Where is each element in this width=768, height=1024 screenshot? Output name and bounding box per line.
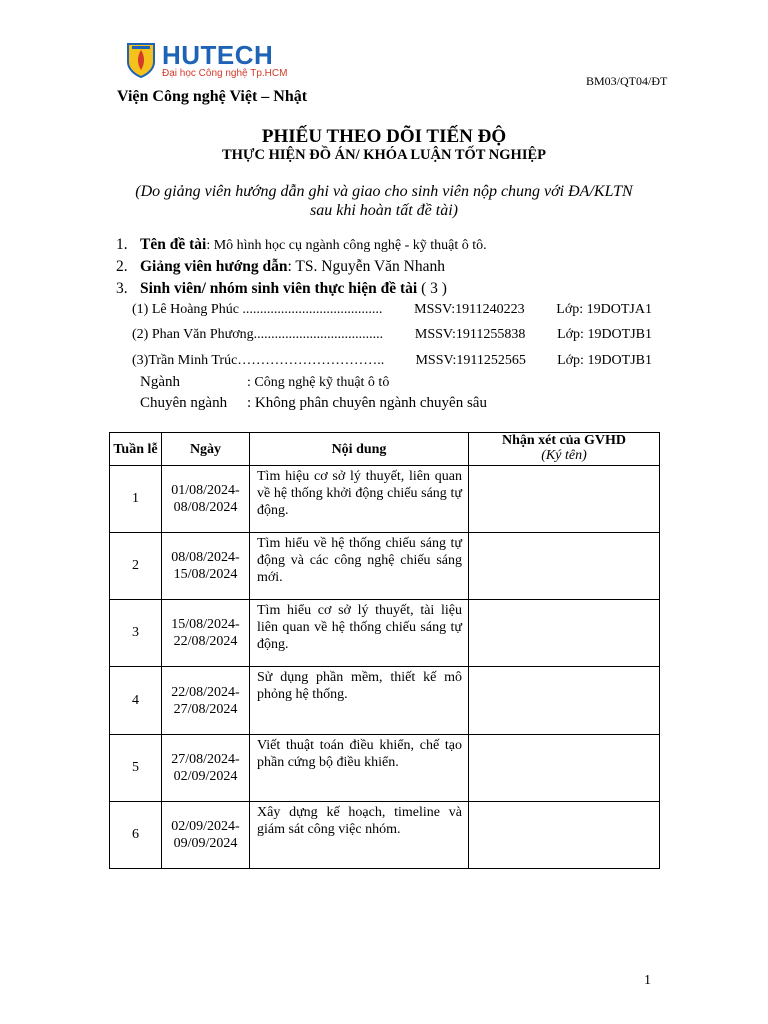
- week-cell: 4: [110, 667, 162, 735]
- item-number: 2.: [116, 258, 128, 275]
- table-row: [110, 735, 660, 802]
- date-to: 22/08/2024: [173, 634, 238, 649]
- content-cell: Xây dựng kế hoạch, timeline và giám sát công việc nhóm.: [250, 802, 469, 869]
- specialization-field: [140, 395, 487, 412]
- hutech-logo: [126, 42, 286, 82]
- page-number: 1: [644, 973, 651, 988]
- students-item: [116, 280, 447, 298]
- date-cell: [162, 533, 250, 600]
- student-class: Lớp: 19DOTJA1: [556, 302, 652, 317]
- header-date: Ngày: [162, 433, 250, 466]
- table-header-row: [110, 433, 660, 466]
- table-row: [110, 667, 660, 735]
- date-from: 22/08/2024-: [171, 684, 240, 700]
- content-cell: Tìm hiểu cơ sở lý thuyết, tài liệu liên quan về hệ thống chiếu sáng tự động.: [250, 600, 469, 667]
- comment-cell: [469, 802, 660, 869]
- shield-icon: [126, 42, 156, 78]
- student-row: [132, 302, 652, 318]
- progress-table: [109, 432, 660, 869]
- table-row: [110, 600, 660, 667]
- table-row: [110, 466, 660, 533]
- student-mssv: MSSV:1911240223: [414, 302, 525, 317]
- content-cell: Tìm hiệu cơ sở lý thuyết, liên quan về hệ thống khởi động chiếu sáng tự động.: [250, 466, 469, 533]
- students-label: Sinh viên/ nhóm sinh viên thực hiện đề tài: [140, 280, 418, 297]
- document-title: PHIẾU THEO DÕI TIẾN ĐỘ: [261, 126, 507, 147]
- date-cell: [162, 600, 250, 667]
- instruction-note: [100, 182, 668, 220]
- week-cell: 6: [110, 802, 162, 869]
- date-from: 08/08/2024-: [171, 550, 240, 565]
- topic-item: [116, 236, 487, 254]
- comment-cell: [469, 466, 660, 533]
- date-cell: [162, 802, 250, 869]
- student-mssv: MSSV:1911252565: [415, 353, 526, 368]
- note-line-1: (Do giảng viên hướng dẫn ghi và giao cho sinh viên nộp chung với ĐA/KLTN: [135, 183, 633, 200]
- institute-name: Viện Công nghệ Việt – Nhật: [117, 88, 308, 105]
- major-value: : Công nghệ kỹ thuật ô tô: [247, 375, 390, 390]
- header-comment-sub: (Ký tên): [541, 448, 587, 463]
- student-class: Lớp: 19DOTJB1: [557, 327, 652, 342]
- week-cell: 5: [110, 735, 162, 802]
- date-cell: [162, 466, 250, 533]
- date-to: 09/09/2024: [173, 836, 238, 851]
- student-row: [132, 327, 652, 343]
- topic-value: : Mô hình học cụ ngành công nghệ - kỹ thuật ô tô.: [206, 238, 487, 253]
- header-week: Tuần lễ: [110, 433, 162, 466]
- date-cell: [162, 667, 250, 735]
- document-subtitle: THỰC HIỆN ĐỒ ÁN/ KHÓA LUẬN TỐT NGHIỆP: [221, 147, 546, 163]
- date-from: 27/08/2024-: [171, 752, 240, 767]
- week-cell: 2: [110, 533, 162, 600]
- table-row: [110, 533, 660, 600]
- header-content: Nội dung: [250, 433, 469, 466]
- header-comment: [469, 433, 660, 466]
- logo-subtext: Đại học Công nghệ Tp.HCM: [162, 68, 288, 79]
- student-class: Lớp: 19DOTJB1: [557, 353, 652, 368]
- student-name: (3)Trần Minh Trúc…………………………..: [132, 353, 385, 368]
- supervisor-item: [116, 258, 445, 276]
- comment-cell: [469, 533, 660, 600]
- specialization-value: : Không phân chuyên ngành chuyên sâu: [247, 395, 487, 411]
- date-from: 02/09/2024-: [171, 819, 240, 834]
- date-from: 15/08/2024-: [171, 617, 240, 632]
- supervisor-label: Giảng viên hướng dẫn: [140, 258, 288, 275]
- date-from: 01/08/2024-: [171, 483, 240, 498]
- student-name: (2) Phan Văn Phương.....................................: [132, 327, 384, 342]
- header-comment-title: Nhận xét của GVHD: [501, 433, 627, 448]
- date-to: 02/09/2024: [173, 769, 238, 784]
- date-cell: [162, 735, 250, 802]
- specialization-label: Chuyên ngành: [140, 395, 228, 411]
- major-field: [140, 374, 389, 391]
- date-to: 15/08/2024: [173, 567, 238, 582]
- major-label: Ngành: [140, 374, 180, 390]
- week-cell: 3: [110, 600, 162, 667]
- item-number: 3.: [116, 280, 128, 297]
- students-count: ( 3 ): [417, 280, 447, 297]
- student-mssv: MSSV:1911255838: [414, 327, 526, 342]
- comment-cell: [469, 735, 660, 802]
- student-name: (1) Lê Hoàng Phúc ........................................: [132, 302, 383, 317]
- content-cell: Sử dụng phần mềm, thiết kế mô phỏng hệ thống.: [250, 667, 469, 735]
- comment-cell: [469, 600, 660, 667]
- form-code: BM03/QT04/ĐT: [586, 74, 668, 88]
- note-line-2: sau khi hoàn tất đề tài): [310, 202, 458, 219]
- table-row: [110, 802, 660, 869]
- student-row: [132, 353, 652, 369]
- date-to: 08/08/2024: [173, 500, 238, 515]
- comment-cell: [469, 667, 660, 735]
- supervisor-value: : TS. Nguyễn Văn Nhanh: [287, 258, 445, 275]
- item-number: 1.: [116, 236, 128, 253]
- week-cell: 1: [110, 466, 162, 533]
- content-cell: Viết thuật toán điều khiển, chế tạo phần cứng bộ điều khiển.: [250, 735, 469, 802]
- logo-text: HUTECH: [162, 40, 274, 70]
- topic-label: Tên đề tài: [140, 236, 207, 253]
- content-cell: Tìm hiểu về hệ thống chiếu sáng tự động và các công nghệ chiếu sáng mới.: [250, 533, 469, 600]
- date-to: 27/08/2024: [173, 701, 238, 717]
